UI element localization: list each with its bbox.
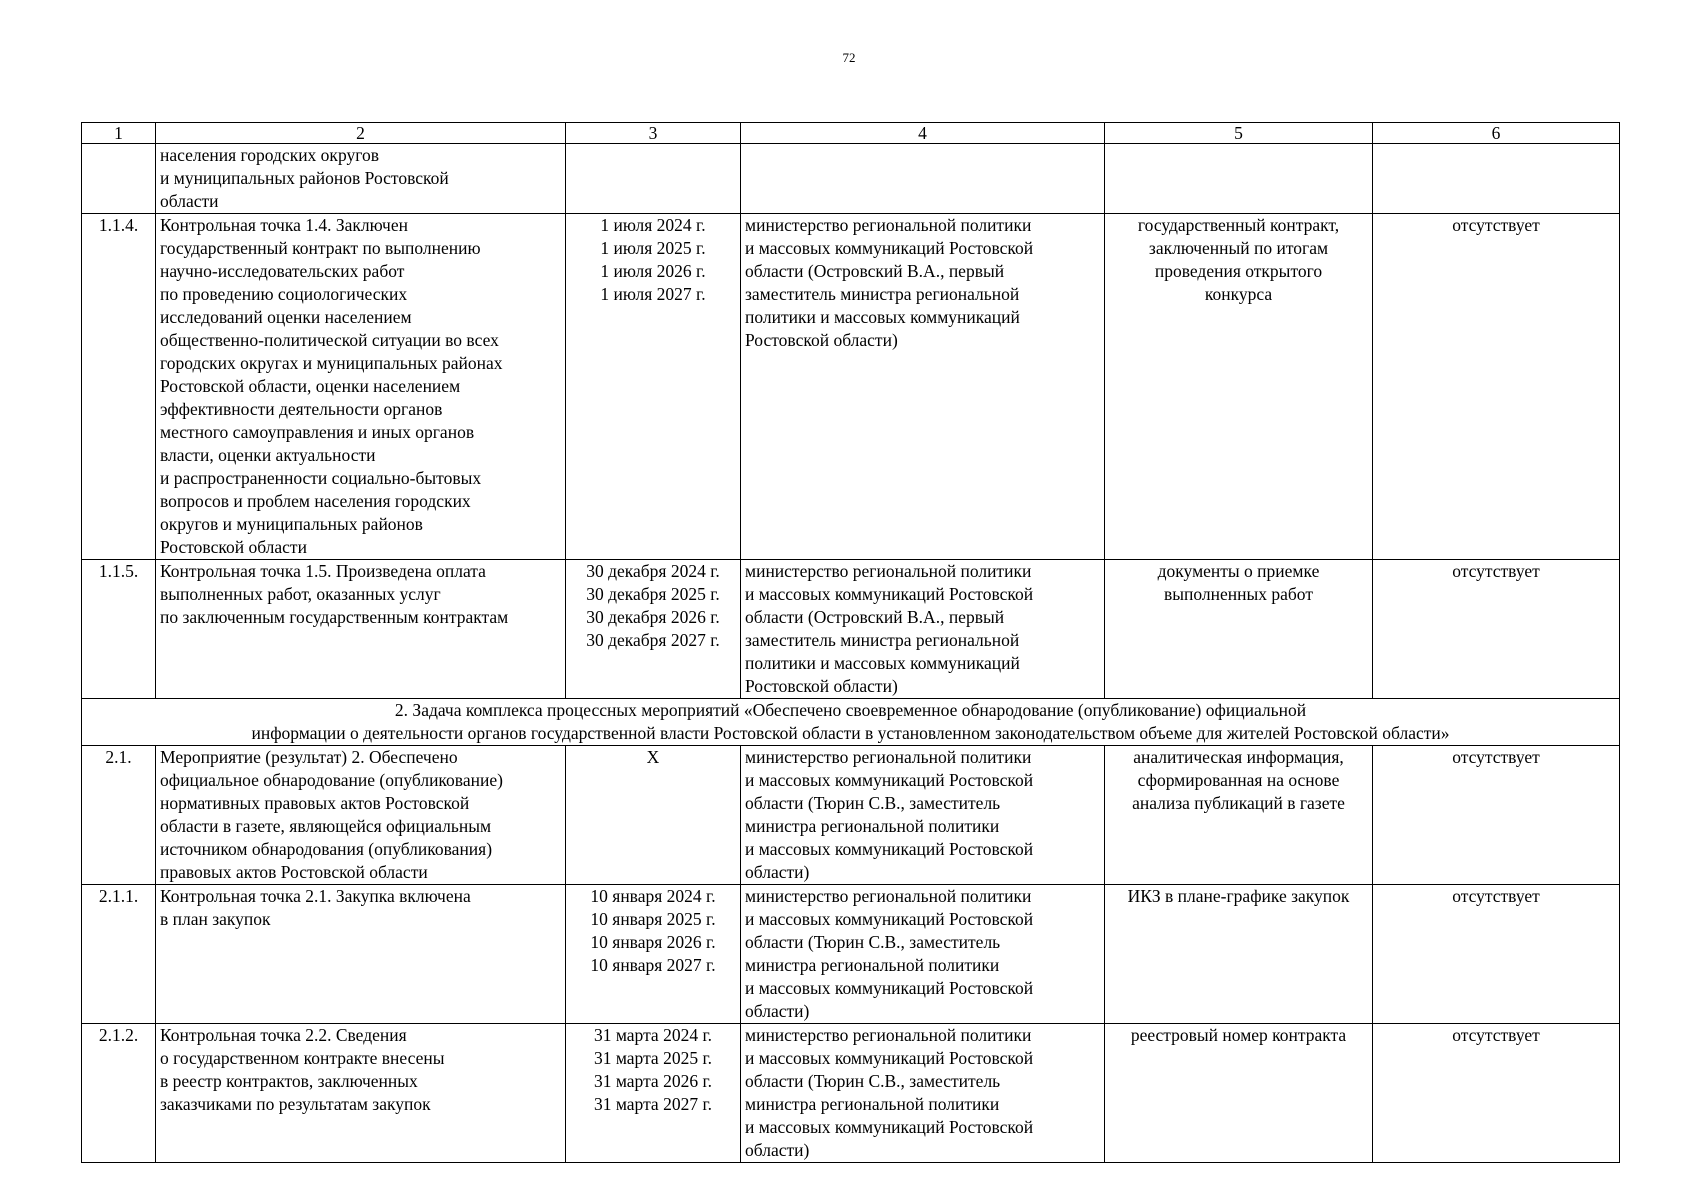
measure-name-line: нормативных правовых актов Ростовской xyxy=(160,793,470,813)
task-heading xyxy=(82,699,1620,746)
deadline-line: 1 июля 2024 г. xyxy=(600,215,706,235)
responsible-line: и массовых коммуникаций Ростовской xyxy=(745,1117,1034,1137)
measure-name-line: в реестр контрактов, заключенных xyxy=(160,1071,418,1091)
deadline-cell xyxy=(566,885,741,1024)
measure-name-line: области в газете, являющейся официальным xyxy=(160,816,492,836)
measure-name-cell xyxy=(156,1024,566,1163)
measure-name-line: научно-исследовательских работ xyxy=(160,261,405,281)
responsible-line: и массовых коммуникаций Ростовской xyxy=(745,584,1034,604)
measure-name-line: правовых актов Ростовской области xyxy=(160,862,428,882)
result-document-line: выполненных работ xyxy=(1164,584,1313,604)
measure-name-line: местного самоуправления и иных органов xyxy=(160,422,475,442)
table-row xyxy=(82,144,1620,214)
deadline-cell xyxy=(566,560,741,699)
responsible-line: и массовых коммуникаций Ростовской xyxy=(745,238,1034,258)
measures-table xyxy=(81,122,1620,1163)
deadline-line: 31 марта 2026 г. xyxy=(593,1071,713,1091)
deadline-line: 1 июля 2026 г. xyxy=(600,261,706,281)
row-number-cell: 1.1.5. xyxy=(82,560,156,699)
result-document-line: ИКЗ в плане-графике закупок xyxy=(1127,886,1350,906)
responsible-line: области) xyxy=(745,1001,810,1021)
result-document-line: аналитическая информация, xyxy=(1133,747,1344,767)
info-system-line: отсутствует xyxy=(1452,886,1540,906)
table-row xyxy=(82,1024,1620,1163)
measure-name-line: Контрольная точка 1.4. Заключен xyxy=(160,215,408,235)
deadline-line: 10 января 2026 г. xyxy=(590,932,716,952)
result-document-line: проведения открытого xyxy=(1154,261,1323,281)
responsible-cell xyxy=(741,214,1105,560)
responsible-line: области (Тюрин С.В., заместитель xyxy=(745,793,1001,813)
responsible-line: политики и массовых коммуникаций xyxy=(745,307,1020,327)
header-row xyxy=(82,123,1620,144)
measure-name-line: выполненных работ, оказанных услуг xyxy=(160,584,441,604)
responsible-line: министерство региональной политики xyxy=(745,886,1032,906)
measure-name-cell xyxy=(156,885,566,1024)
deadline-line: 31 марта 2024 г. xyxy=(593,1025,713,1045)
responsible-line: Ростовской области) xyxy=(745,330,898,350)
deadline-cell xyxy=(566,746,741,885)
responsible-line: заместитель министра региональной xyxy=(745,284,1020,304)
responsible-line: министра региональной политики xyxy=(745,816,1000,836)
deadline-line: 10 января 2024 г. xyxy=(590,886,716,906)
measure-name-line: заказчиками по результатам закупок xyxy=(160,1094,431,1114)
header-col-5: 5 xyxy=(1105,123,1373,144)
info-system-line: отсутствует xyxy=(1452,1025,1540,1045)
measure-name-cell xyxy=(156,560,566,699)
deadline-line: X xyxy=(646,747,660,767)
responsible-line: Ростовской области) xyxy=(745,676,898,696)
task-heading-line: 2. Задача комплекса процессных мероприятий «Обеспечено своевременное обнародование (опубликование) официальной xyxy=(394,700,1307,720)
row-number-cell: 2.1. xyxy=(82,746,156,885)
measure-name-line: государственный контракт по выполнению xyxy=(160,238,481,258)
measure-name-line: общественно-политической ситуации во всех xyxy=(160,330,499,350)
deadline-line: 1 июля 2025 г. xyxy=(600,238,706,258)
row-number-cell: 2.1.1. xyxy=(82,885,156,1024)
measure-name-line: и распространенности социально-бытовых xyxy=(160,468,482,488)
measure-name-line: официальное обнародование (опубликование) xyxy=(160,770,503,790)
deadline-line: 30 декабря 2027 г. xyxy=(586,630,720,650)
task-row xyxy=(82,699,1620,746)
responsible-cell xyxy=(741,144,1105,214)
responsible-line: и массовых коммуникаций Ростовской xyxy=(745,978,1034,998)
table-row xyxy=(82,560,1620,699)
responsible-line: и массовых коммуникаций Ростовской xyxy=(745,1048,1034,1068)
row-number-cell: 2.1.2. xyxy=(82,1024,156,1163)
deadline-line: 30 декабря 2025 г. xyxy=(586,584,720,604)
responsible-line: министерство региональной политики xyxy=(745,747,1032,767)
responsible-cell xyxy=(741,746,1105,885)
header-col-3: 3 xyxy=(566,123,741,144)
deadline-line: 30 декабря 2026 г. xyxy=(586,607,720,627)
measure-name-line: вопросов и проблем населения городских xyxy=(160,491,471,511)
measure-name-cell xyxy=(156,144,566,214)
result-document-cell xyxy=(1105,144,1373,214)
responsible-line: министерство региональной политики xyxy=(745,561,1032,581)
responsible-line: области (Тюрин С.В., заместитель xyxy=(745,1071,1001,1091)
task-heading-line: информации о деятельности органов государственной власти Ростовской области в установленном законодательством объеме для жителей Ростовской области» xyxy=(251,723,1450,743)
measure-name-line: городских округах и муниципальных районах xyxy=(160,353,503,373)
deadline-cell xyxy=(566,214,741,560)
table-body xyxy=(82,144,1620,1163)
info-system-cell xyxy=(1373,560,1620,699)
responsible-line: и массовых коммуникаций Ростовской xyxy=(745,770,1034,790)
responsible-line: области) xyxy=(745,1140,810,1160)
responsible-line: министерство региональной политики xyxy=(745,215,1032,235)
result-document-line: сформированная на основе xyxy=(1137,770,1340,790)
measure-name-line: исследований оценки населением xyxy=(160,307,412,327)
table-row xyxy=(82,746,1620,885)
result-document-cell xyxy=(1105,214,1373,560)
measure-name-cell xyxy=(156,746,566,885)
result-document-cell xyxy=(1105,746,1373,885)
responsible-line: министра региональной политики xyxy=(745,955,1000,975)
header-col-2: 2 xyxy=(156,123,566,144)
measure-name-line: по проведению социологических xyxy=(160,284,408,304)
page-number: 72 xyxy=(842,50,856,65)
responsible-line: области (Островский В.А., первый xyxy=(745,607,1005,627)
measure-name-line: Ростовской области, оценки населением xyxy=(160,376,461,396)
measure-name-line: эффективности деятельности органов xyxy=(160,399,443,419)
deadline-cell xyxy=(566,1024,741,1163)
responsible-line: области) xyxy=(745,862,810,882)
responsible-line: области (Тюрин С.В., заместитель xyxy=(745,932,1001,952)
responsible-line: и массовых коммуникаций Ростовской xyxy=(745,909,1034,929)
measure-name-line: по заключенным государственным контрактам xyxy=(160,607,509,627)
measure-name-line: Контрольная точка 2.2. Сведения xyxy=(160,1025,407,1045)
measure-name-line: области xyxy=(160,191,219,211)
deadline-line: 30 декабря 2024 г. xyxy=(586,561,720,581)
measure-name-line: Контрольная точка 2.1. Закупка включена xyxy=(160,886,471,906)
deadline-line: 31 марта 2027 г. xyxy=(593,1094,713,1114)
result-document-cell xyxy=(1105,560,1373,699)
measure-name-line: о государственном контракте внесены xyxy=(160,1048,445,1068)
header-col-6: 6 xyxy=(1373,123,1620,144)
info-system-cell xyxy=(1373,746,1620,885)
result-document-line: реестровый номер контракта xyxy=(1130,1025,1347,1045)
row-number-cell xyxy=(82,144,156,214)
measure-name-line: в план закупок xyxy=(160,909,271,929)
deadline-line: 31 марта 2025 г. xyxy=(593,1048,713,1068)
info-system-line: отсутствует xyxy=(1452,561,1540,581)
table-row xyxy=(82,214,1620,560)
measure-name-line: округов и муниципальных районов xyxy=(160,514,423,534)
header-col-4: 4 xyxy=(741,123,1105,144)
info-system-cell xyxy=(1373,1024,1620,1163)
measure-name-cell xyxy=(156,214,566,560)
info-system-cell xyxy=(1373,214,1620,560)
result-document-line: документы о приемке xyxy=(1157,561,1320,581)
measure-name-line: источником обнародования (опубликования) xyxy=(160,839,493,859)
result-document-cell xyxy=(1105,1024,1373,1163)
deadline-line: 1 июля 2027 г. xyxy=(600,284,706,304)
responsible-cell xyxy=(741,885,1105,1024)
responsible-line: и массовых коммуникаций Ростовской xyxy=(745,839,1034,859)
deadline-line: 10 января 2027 г. xyxy=(590,955,716,975)
result-document-line: конкурса xyxy=(1204,284,1273,304)
measure-name-line: власти, оценки актуальности xyxy=(160,445,376,465)
header-col-1: 1 xyxy=(82,123,156,144)
responsible-line: министерство региональной политики xyxy=(745,1025,1032,1045)
responsible-line: министра региональной политики xyxy=(745,1094,1000,1114)
measure-name-line: населения городских округов xyxy=(160,145,379,165)
measure-name-line: Мероприятие (результат) 2. Обеспечено xyxy=(160,747,458,767)
deadline-line: 10 января 2025 г. xyxy=(590,909,716,929)
deadline-cell xyxy=(566,144,741,214)
result-document-line: государственный контракт, xyxy=(1137,215,1340,235)
measure-name-line: Контрольная точка 1.5. Произведена оплата xyxy=(160,561,486,581)
result-document-line: заключенный по итогам xyxy=(1148,238,1329,258)
responsible-cell xyxy=(741,1024,1105,1163)
responsible-line: заместитель министра региональной xyxy=(745,630,1020,650)
info-system-line: отсутствует xyxy=(1452,747,1540,767)
info-system-cell xyxy=(1373,885,1620,1024)
info-system-cell xyxy=(1373,144,1620,214)
result-document-cell xyxy=(1105,885,1373,1024)
measure-name-line: и муниципальных районов Ростовской xyxy=(160,168,449,188)
responsible-line: области (Островский В.А., первый xyxy=(745,261,1005,281)
info-system-line: отсутствует xyxy=(1452,215,1540,235)
table-row xyxy=(82,885,1620,1024)
result-document-line: анализа публикаций в газете xyxy=(1132,793,1345,813)
measure-name-line: Ростовской области xyxy=(160,537,307,557)
responsible-cell xyxy=(741,560,1105,699)
row-number-cell: 1.1.4. xyxy=(82,214,156,560)
responsible-line: политики и массовых коммуникаций xyxy=(745,653,1020,673)
